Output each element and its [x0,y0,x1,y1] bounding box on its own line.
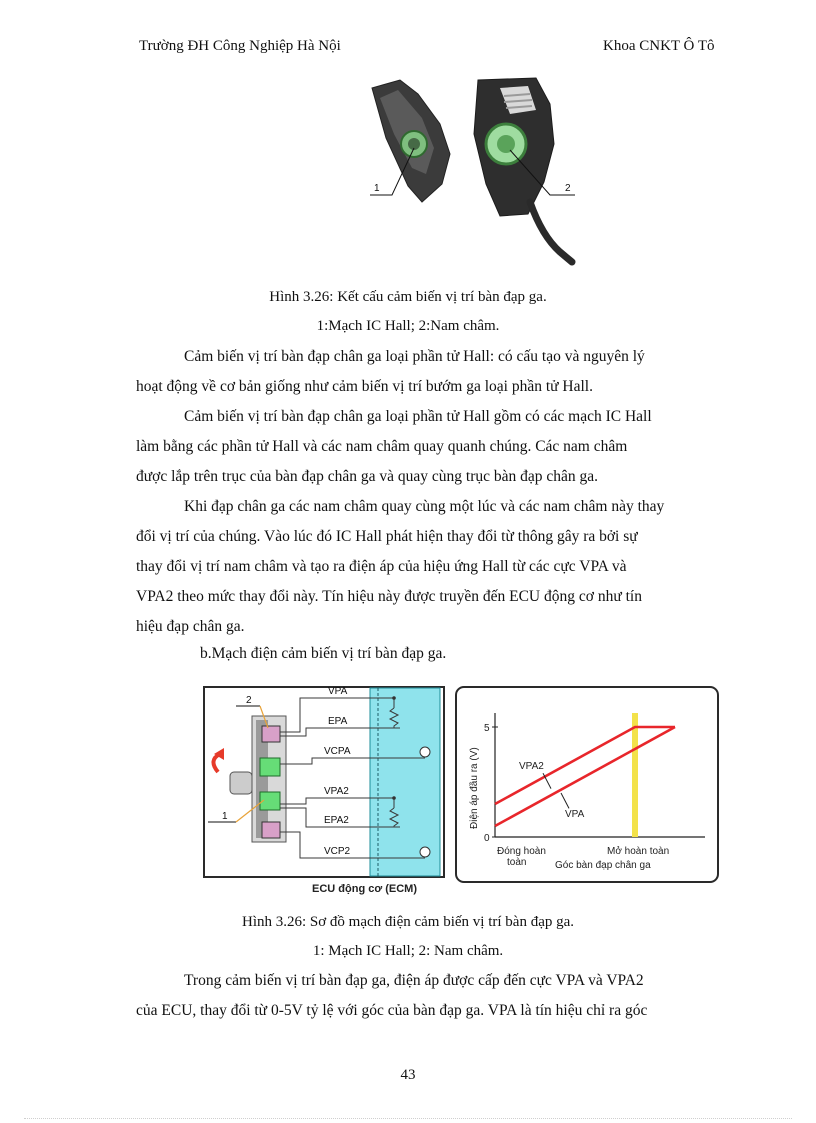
figure2-caption: Hình 3.26: Sơ đồ mạch điện cảm biến vị trí bàn đạp ga. [241,914,575,930]
pin-label-vpa: VPA [328,686,348,697]
footer-rule [24,1118,792,1119]
paragraph-line: Cảm biến vị trí bàn đạp chân ga loại phần tử Hall: có cấu tạo và nguyên lý [184,348,645,365]
photo-label-1: 1 [374,183,380,194]
pin-label-vpa2: VPA2 [324,786,349,797]
paragraph-line: thay đổi vị trí nam châm và tạo ra điện áp của hiệu ứng Hall từ các cực VPA và [136,558,627,575]
paragraph-line: của ECU, thay đổi từ 0-5V tỷ lệ với góc của bàn đạp ga. VPA là tín hiệu chỉ ra góc [136,1002,648,1019]
pin-label-vcpa: VCPA [324,746,351,757]
ecu-label: ECU động cơ (ECM) [312,883,417,895]
header-school: Trường ĐH Công Nghiệp Hà Nội [139,38,341,54]
paragraph-line: được lắp trên trục của bàn đạp chân ga và quay cùng trục bàn đạp chân ga. [136,468,599,485]
paragraph-line: hoạt động về cơ bản giống như cảm biến vị trí bướm ga loại phần tử Hall. [136,378,593,395]
pedal-arm [530,202,572,262]
figure1-caption: Hình 3.26: Kết cấu cảm biến vị trí bàn đạp ga. [269,289,547,305]
circuit-label-2: 2 [246,695,252,706]
paragraph-line: làm bằng các phần tử Hall và các nam châm quay quanh chúng. Các nam châm [136,438,628,455]
x-axis-title: Góc bàn đạp chân ga [555,860,651,871]
pin-label-epa: EPA [328,716,348,727]
paragraph-3 [136,492,736,642]
photo-label-2: 2 [565,183,571,194]
figure2-subcaption: 1: Mạch IC Hall; 2: Nam châm. [312,943,504,959]
pin-label-vcp2: VCP2 [324,846,351,857]
magnet-bottom [262,822,280,838]
paragraph-line: Cảm biến vị trí bàn đạp chân ga loại phần tử Hall gồm có các mạch IC Hall [184,408,652,425]
page-number: 43 [400,1067,416,1083]
paragraph-1 [136,342,736,402]
x-tick-label-open: Mở hoàn toàn [607,846,670,857]
y-tick-label: 5 [484,723,490,734]
y-tick-label: 0 [484,833,490,844]
magnet-top [262,726,280,742]
x-tick-label-closed: toàn [507,857,527,868]
section-subheading: b.Mạch điện cảm biến vị trí bàn đạp ga. [200,645,447,662]
closing-paragraph [136,966,736,1026]
series-label-vpa2: VPA2 [519,760,544,772]
sensor-photo [360,74,585,268]
pin-label-epa2: EPA2 [324,815,349,826]
paragraph-2 [136,402,736,492]
circuit-figure [200,672,722,902]
x-tick-label-closed: Đóng hoàn [497,846,546,857]
paragraph-line: hiệu đạp chân ga. [136,618,245,635]
header-faculty: Khoa CNKT Ô Tô [603,38,715,54]
hall-ic-1 [260,758,280,776]
ecu-box [370,688,440,876]
circuit-label-1: 1 [222,811,228,822]
series-label-vpa: VPA [565,809,585,821]
figure1-subcaption: 1:Mạch IC Hall; 2:Nam châm. [316,318,500,334]
paragraph-line: VPA2 theo mức thay đổi này. Tín hiệu này được truyền đến ECU động cơ như tín [136,588,642,605]
paragraph-line: đổi vị trí của chúng. Vào lúc đó IC Hall phát hiện thay đổi từ thông gây ra bởi sự [136,528,638,545]
y-axis-title: Điện áp đầu ra (V) [469,747,480,829]
paragraph-line: Trong cảm biến vị trí bàn đạp ga, điện áp được cấp đến cực VPA và VPA2 [184,972,644,989]
paragraph-line: Khi đạp chân ga các nam châm quay cùng một lúc và các nam châm này thay [184,498,665,515]
